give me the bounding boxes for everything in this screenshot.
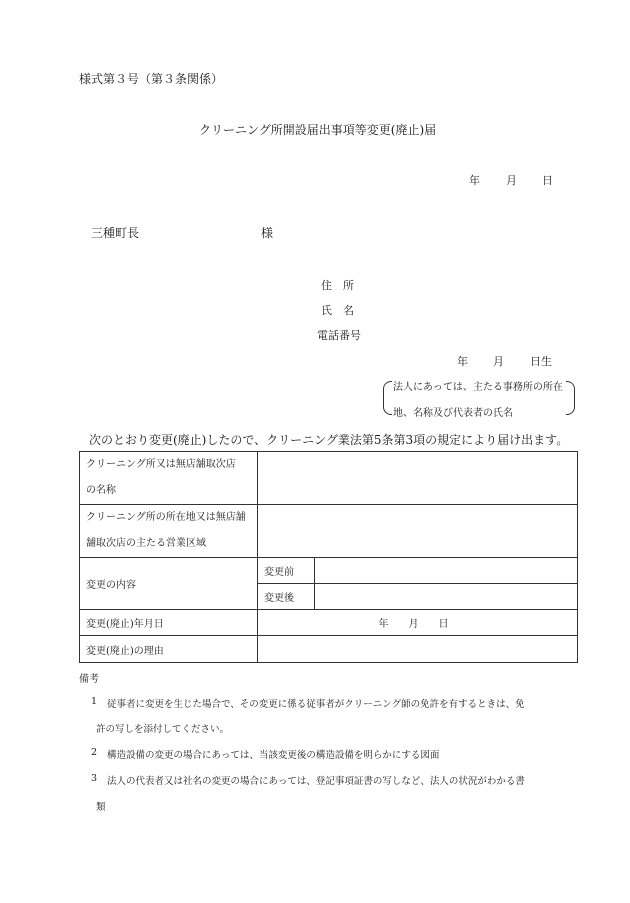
remark-item3-line2: 類 bbox=[96, 802, 106, 813]
birth-year-label: 年 bbox=[457, 355, 468, 368]
remark-item2: 構造設備の変更の場合にあっては、当該変更後の構造設備を明らかにする図面 bbox=[107, 750, 440, 761]
change-after-field[interactable] bbox=[315, 584, 578, 610]
remark-number: 1 bbox=[91, 696, 98, 707]
corporate-note-line1: 法人にあっては、主たる事務所の所在 bbox=[393, 382, 563, 393]
note-bracket-left bbox=[383, 381, 392, 415]
addressee-honorific: 様 bbox=[261, 226, 274, 240]
birth-day-label: 日生 bbox=[530, 355, 552, 368]
change-before-label: 変更前 bbox=[258, 558, 315, 584]
change-reason-field[interactable] bbox=[258, 636, 578, 663]
change-date-field[interactable]: 年 月 日 bbox=[258, 610, 578, 636]
remarks-heading: 備考 bbox=[79, 674, 99, 685]
change-after-label: 変更後 bbox=[258, 584, 315, 610]
date-month-label: 月 bbox=[506, 174, 517, 187]
addressee-name: 三種町長 bbox=[91, 226, 140, 240]
change-content-label: 変更の内容 bbox=[80, 558, 258, 610]
table-row bbox=[80, 636, 578, 663]
form-number: 様式第３号（第３条関係） bbox=[79, 72, 224, 86]
remark-item1-line1: 従事者に変更を生じた場合で、その変更に係る従事者がクリーニング師の免許を有するときは、免 bbox=[107, 699, 525, 710]
shop-location-label: クリーニング所の所在地又は無店舗 舗取次店の主たる営業区域 bbox=[80, 505, 258, 558]
shop-name-label: クリーニング所又は無店舗取次店 の名称 bbox=[80, 452, 258, 505]
table-row bbox=[80, 452, 578, 505]
change-reason-label: 変更(廃止)の理由 bbox=[80, 636, 258, 663]
corporate-note-line2: 地、名称及び代表者の氏名 bbox=[393, 408, 513, 419]
note-bracket-right bbox=[566, 381, 575, 415]
table-row bbox=[80, 610, 578, 636]
date-day-label: 日 bbox=[542, 174, 553, 187]
table-row bbox=[80, 558, 578, 584]
name-label: 氏 名 bbox=[321, 304, 354, 317]
shop-name-field[interactable] bbox=[258, 452, 578, 505]
form-table bbox=[79, 451, 578, 663]
phone-label: 電話番号 bbox=[317, 329, 361, 342]
remark-item1-line2: 許の写しを添付してください。 bbox=[96, 724, 230, 735]
birth-month-label: 月 bbox=[493, 355, 504, 368]
page-title: クリーニング所開設届出事項等変更(廃止)届 bbox=[199, 123, 437, 137]
address-label: 住 所 bbox=[321, 279, 354, 292]
remark-number: 2 bbox=[91, 747, 98, 758]
change-before-field[interactable] bbox=[315, 558, 578, 584]
date-year-label: 年 bbox=[469, 174, 480, 187]
statement: 次のとおり変更(廃止)したので、クリーニング業法第5条第3項の規定により届け出ます。 bbox=[89, 433, 569, 447]
table-row bbox=[80, 505, 578, 558]
shop-location-field[interactable] bbox=[258, 505, 578, 558]
change-date-label: 変更(廃止)年月日 bbox=[80, 610, 258, 636]
remark-number: 3 bbox=[91, 773, 98, 784]
remark-item3-line1: 法人の代表者又は社名の変更の場合にあっては、登記事項証書の写しなど、法人の状況がわかる書 bbox=[107, 776, 525, 787]
